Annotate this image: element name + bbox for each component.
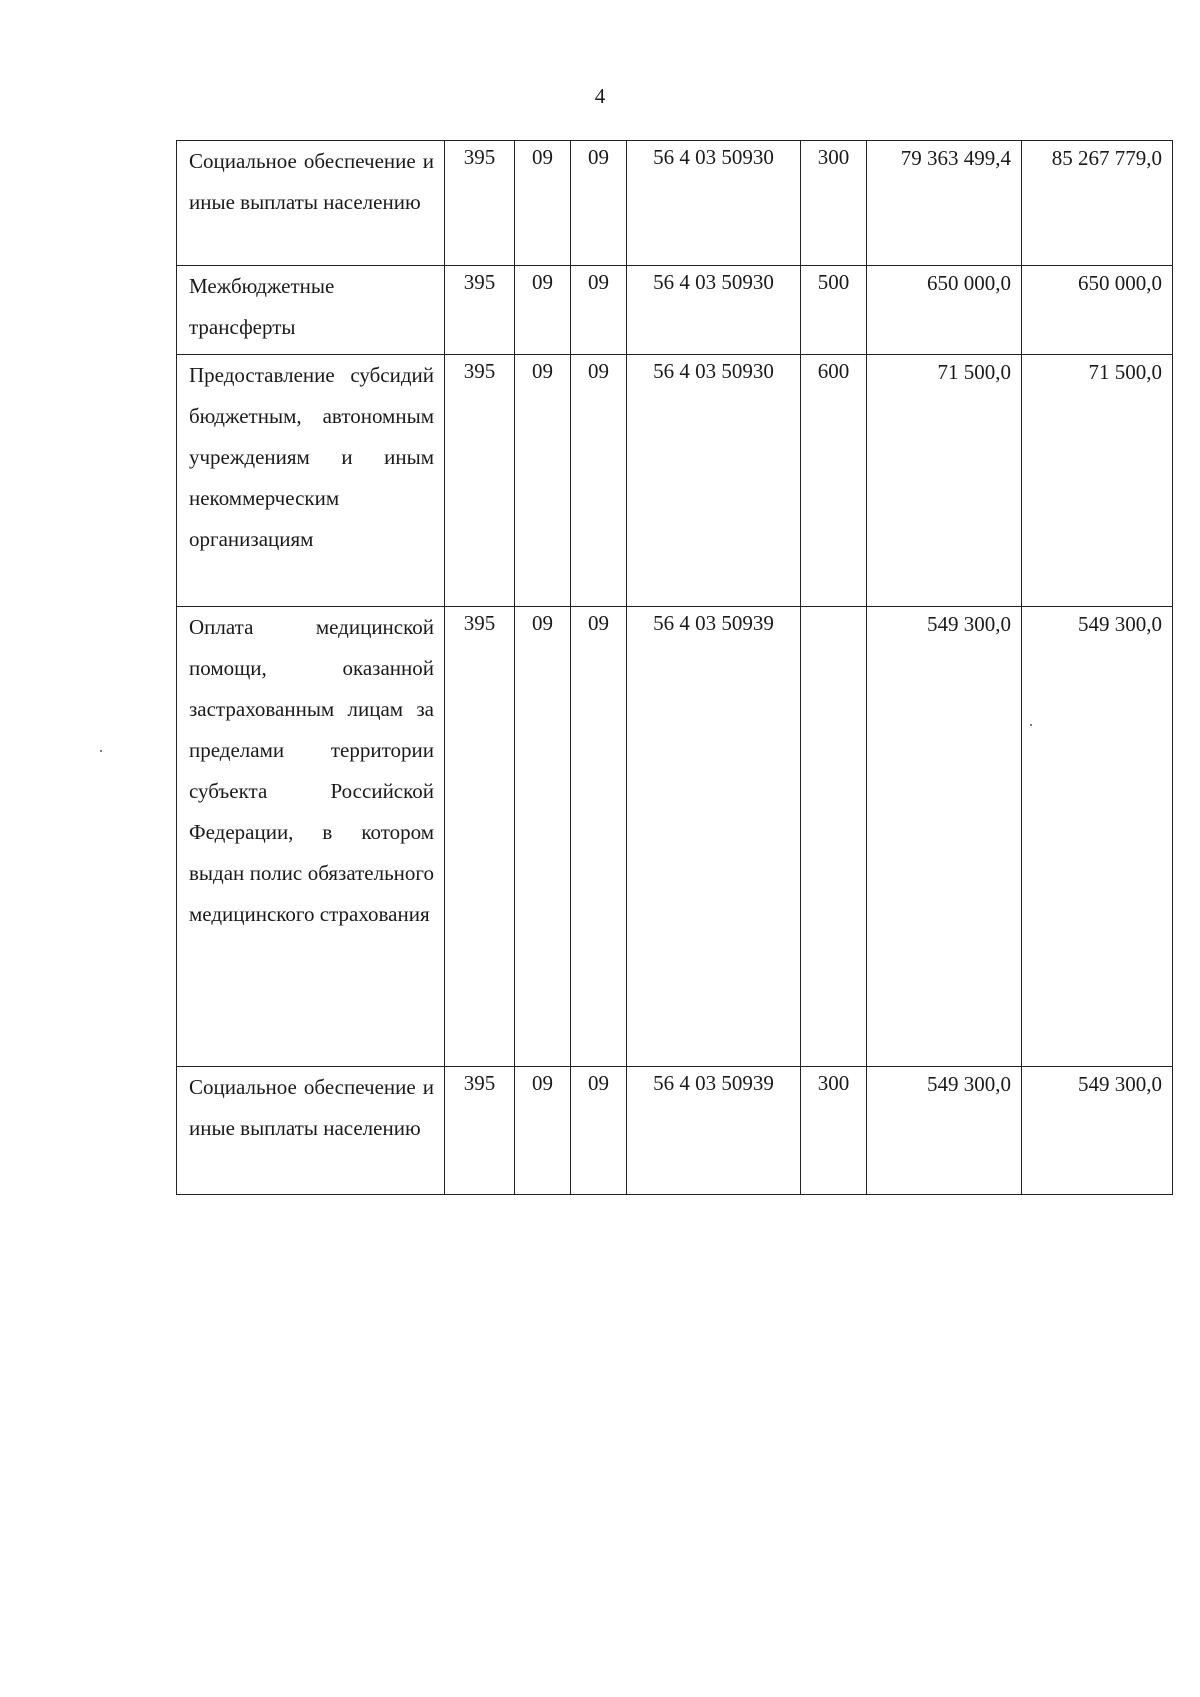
row-gr-code: 395 [445,266,515,355]
row-name: Социальное обеспечение и иные выплаты населению [177,141,445,266]
row-amount-2: 549 300,0 [1022,607,1173,1067]
row-expense-type-code: 300 [801,141,867,266]
row-amount-2: 71 500,0 [1022,355,1173,607]
row-expense-type-code [801,607,867,1067]
row-gr-code: 395 [445,607,515,1067]
row-target-item-code: 56 4 03 50930 [627,141,801,266]
row-subsection-code: 09 [571,355,627,607]
table-row [177,355,1173,607]
budget-table [176,140,1173,1195]
row-name: Оплата медицинской помощи, оказанной застрахованным лицам за пределами территории субъекта Российской Федерации, в котором выдан полис обязательного медицинского страхования [177,607,445,1067]
table-row [177,607,1173,1067]
row-amount-1: 650 000,0 [867,266,1022,355]
row-gr-code: 395 [445,141,515,266]
row-target-item-code: 56 4 03 50930 [627,355,801,607]
row-target-item-code: 56 4 03 50939 [627,1067,801,1195]
row-expense-type-code: 500 [801,266,867,355]
row-section-code: 09 [515,1067,571,1195]
row-gr-code: 395 [445,1067,515,1195]
row-amount-1: 79 363 499,4 [867,141,1022,266]
row-section-code: 09 [515,607,571,1067]
row-section-code: 09 [515,141,571,266]
row-subsection-code: 09 [571,141,627,266]
row-amount-2: 549 300,0 [1022,1067,1173,1195]
row-subsection-code: 09 [571,266,627,355]
row-amount-1: 549 300,0 [867,607,1022,1067]
row-amount-1: 71 500,0 [867,355,1022,607]
scan-speck [100,750,102,752]
row-name: Межбюджетные трансферты [177,266,445,355]
row-target-item-code: 56 4 03 50930 [627,266,801,355]
row-gr-code: 395 [445,355,515,607]
row-section-code: 09 [515,266,571,355]
row-expense-type-code: 600 [801,355,867,607]
scan-speck [1030,724,1032,726]
row-amount-2: 85 267 779,0 [1022,141,1173,266]
row-subsection-code: 09 [571,607,627,1067]
row-amount-2: 650 000,0 [1022,266,1173,355]
row-expense-type-code: 300 [801,1067,867,1195]
row-amount-1: 549 300,0 [867,1067,1022,1195]
row-section-code: 09 [515,355,571,607]
table-row [177,141,1173,266]
table-row [177,266,1173,355]
page-number: 4 [594,84,606,108]
row-name: Предоставление субсидий бюджетным, автономным учреждениям и иным некоммерческим организациям [177,355,445,607]
row-target-item-code: 56 4 03 50939 [627,607,801,1067]
row-name: Социальное обеспечение и иные выплаты населению [177,1067,445,1195]
table-row [177,1067,1173,1195]
row-subsection-code: 09 [571,1067,627,1195]
